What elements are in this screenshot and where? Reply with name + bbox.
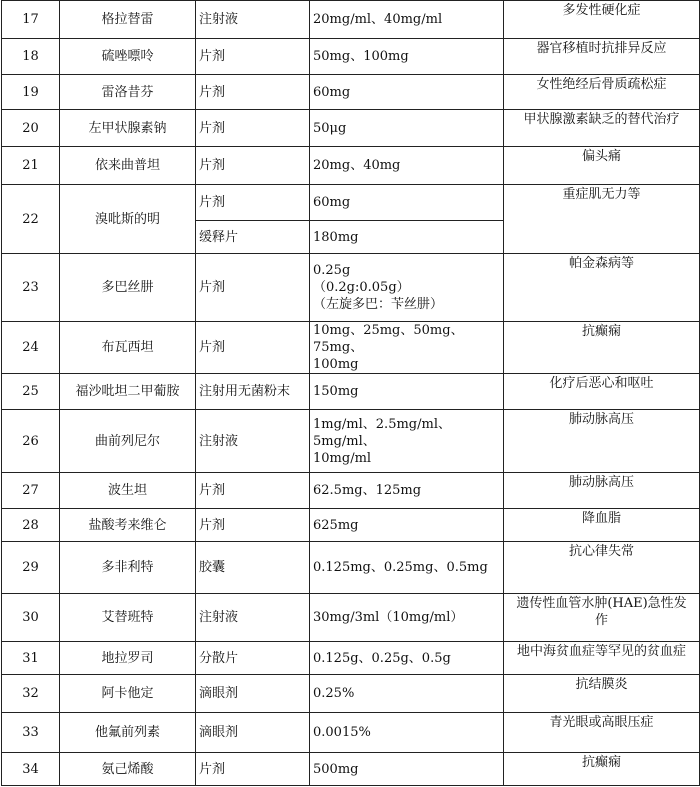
row-number: 20 <box>2 110 60 147</box>
indication-continued <box>504 221 700 254</box>
table-row <box>2 322 700 374</box>
row-number: 34 <box>2 753 60 786</box>
dosage-form: 注射液 <box>196 594 310 642</box>
table-row <box>2 254 700 322</box>
specification: 20mg/ml、40mg/ml <box>310 1 504 39</box>
indication: 化疗后恶心和呕吐 <box>504 374 700 410</box>
drug-name: 阿卡他定 <box>60 675 196 713</box>
table-row <box>2 147 700 185</box>
indication: 多发性硬化症 <box>504 1 700 39</box>
dosage-form: 片剂 <box>196 509 310 542</box>
indication: 偏头痛 <box>504 147 700 185</box>
drug-name: 波生坦 <box>60 473 196 509</box>
specification: 0.125g、0.25g、0.5g <box>310 642 504 675</box>
row-number: 28 <box>2 509 60 542</box>
drug-name: 硫唑嘌呤 <box>60 39 196 75</box>
specification <box>310 322 504 374</box>
drug-table <box>1 0 700 786</box>
table-row <box>2 642 700 675</box>
indication: 抗结膜炎 <box>504 675 700 713</box>
specification: 0.25% <box>310 675 504 713</box>
drug-name: 左甲状腺素钠 <box>60 110 196 147</box>
indication: 抗癫痫 <box>504 322 700 374</box>
drug-name: 地拉罗司 <box>60 642 196 675</box>
specification: 500mg <box>310 753 504 786</box>
row-number: 22 <box>2 185 60 254</box>
specification: 30mg/3ml（10mg/ml） <box>310 594 504 642</box>
table-row <box>2 594 700 642</box>
drug-name: 氨己烯酸 <box>60 753 196 786</box>
indication: 肺动脉高压 <box>504 410 700 473</box>
indication: 地中海贫血症等罕见的贫血症 <box>504 642 700 675</box>
drug-name: 溴吡斯的明 <box>60 185 196 254</box>
table-row <box>2 75 700 110</box>
specification: 60mg <box>310 185 504 221</box>
dosage-form: 片剂 <box>196 753 310 786</box>
dosage-form: 注射液 <box>196 1 310 39</box>
specification <box>310 410 504 473</box>
specification: 150mg <box>310 374 504 410</box>
spec-line: 0.25g <box>313 263 351 278</box>
dosage-form: 片剂 <box>196 185 310 221</box>
drug-name: 盐酸考来维仑 <box>60 509 196 542</box>
row-number: 27 <box>2 473 60 509</box>
drug-name: 他氟前列素 <box>60 713 196 753</box>
indication: 抗癫痫 <box>504 753 700 786</box>
drug-name: 格拉替雷 <box>60 1 196 39</box>
specification: 0.0015% <box>310 713 504 753</box>
indication: 抗心律失常 <box>504 542 700 594</box>
dosage-form: 注射用无菌粉末 <box>196 374 310 410</box>
row-number: 17 <box>2 1 60 39</box>
table-row <box>2 509 700 542</box>
table-row <box>2 374 700 410</box>
table-row <box>2 185 700 221</box>
dosage-form: 滴眼剂 <box>196 713 310 753</box>
dosage-form: 滴眼剂 <box>196 675 310 713</box>
spec-line: 1mg/ml、2.5mg/ml、5mg/ml、 <box>313 416 451 449</box>
row-number: 31 <box>2 642 60 675</box>
drug-name: 曲前列尼尔 <box>60 410 196 473</box>
spec-line: （左旋多巴：苄丝肼） <box>313 297 444 312</box>
row-number: 25 <box>2 374 60 410</box>
drug-name: 艾替班特 <box>60 594 196 642</box>
dosage-form: 注射液 <box>196 410 310 473</box>
spec-line: 10mg/ml <box>313 450 372 466</box>
table-row <box>2 713 700 753</box>
dosage-form: 片剂 <box>196 322 310 374</box>
dosage-form: 分散片 <box>196 642 310 675</box>
spec-line: （0.2g:0.05g） <box>313 280 410 295</box>
indication: 青光眼或高眼压症 <box>504 713 700 753</box>
row-number: 29 <box>2 542 60 594</box>
indication: 器官移植时抗排异反应 <box>504 39 700 75</box>
dosage-form: 片剂 <box>196 254 310 322</box>
drug-name: 雷洛昔芬 <box>60 75 196 110</box>
indication: 重症肌无力等 <box>504 185 700 221</box>
specification: 180mg <box>310 221 504 254</box>
indication: 甲状腺激素缺乏的替代治疗 <box>504 110 700 147</box>
table-row <box>2 473 700 509</box>
dosage-form: 胶囊 <box>196 542 310 594</box>
dosage-form: 片剂 <box>196 39 310 75</box>
dosage-form: 缓释片 <box>196 221 310 254</box>
row-number: 24 <box>2 322 60 374</box>
indication: 肺动脉高压 <box>504 473 700 509</box>
drug-name: 多巴丝肼 <box>60 254 196 322</box>
indication: 降血脂 <box>504 509 700 542</box>
row-number: 18 <box>2 39 60 75</box>
specification: 62.5mg、125mg <box>310 473 504 509</box>
specification: 60mg <box>310 75 504 110</box>
indication: 女性绝经后骨质疏松症 <box>504 75 700 110</box>
specification: 0.125mg、0.25mg、0.5mg <box>310 542 504 594</box>
indication <box>504 594 700 642</box>
specification: 625mg <box>310 509 504 542</box>
table-row <box>2 542 700 594</box>
indication-line: 遗传性血管水肿(HAE)急性发 <box>516 596 687 611</box>
indication-line: 作 <box>594 613 608 628</box>
dosage-form: 片剂 <box>196 75 310 110</box>
table-row <box>2 39 700 75</box>
row-number: 19 <box>2 75 60 110</box>
table-row <box>2 675 700 713</box>
specification: 50μg <box>310 110 504 147</box>
row-number: 32 <box>2 675 60 713</box>
table-row <box>2 753 700 786</box>
table-row <box>2 110 700 147</box>
dosage-form: 片剂 <box>196 110 310 147</box>
dosage-form: 片剂 <box>196 147 310 185</box>
row-number: 23 <box>2 254 60 322</box>
table-row <box>2 410 700 473</box>
drug-name: 福沙吡坦二甲葡胺 <box>60 374 196 410</box>
drug-name: 依来曲普坦 <box>60 147 196 185</box>
row-number: 30 <box>2 594 60 642</box>
spec-line: 100mg <box>313 357 359 372</box>
dosage-form: 片剂 <box>196 473 310 509</box>
indication: 帕金森病等 <box>504 254 700 322</box>
row-number: 33 <box>2 713 60 753</box>
drug-name: 布瓦西坦 <box>60 322 196 374</box>
specification <box>310 254 504 322</box>
drug-name: 多非利特 <box>60 542 196 594</box>
row-number: 26 <box>2 410 60 473</box>
spec-line: 10mg、25mg、50mg、75mg、 <box>313 323 464 355</box>
table-row <box>2 1 700 39</box>
specification: 20mg、40mg <box>310 147 504 185</box>
row-number: 21 <box>2 147 60 185</box>
specification: 50mg、100mg <box>310 39 504 75</box>
